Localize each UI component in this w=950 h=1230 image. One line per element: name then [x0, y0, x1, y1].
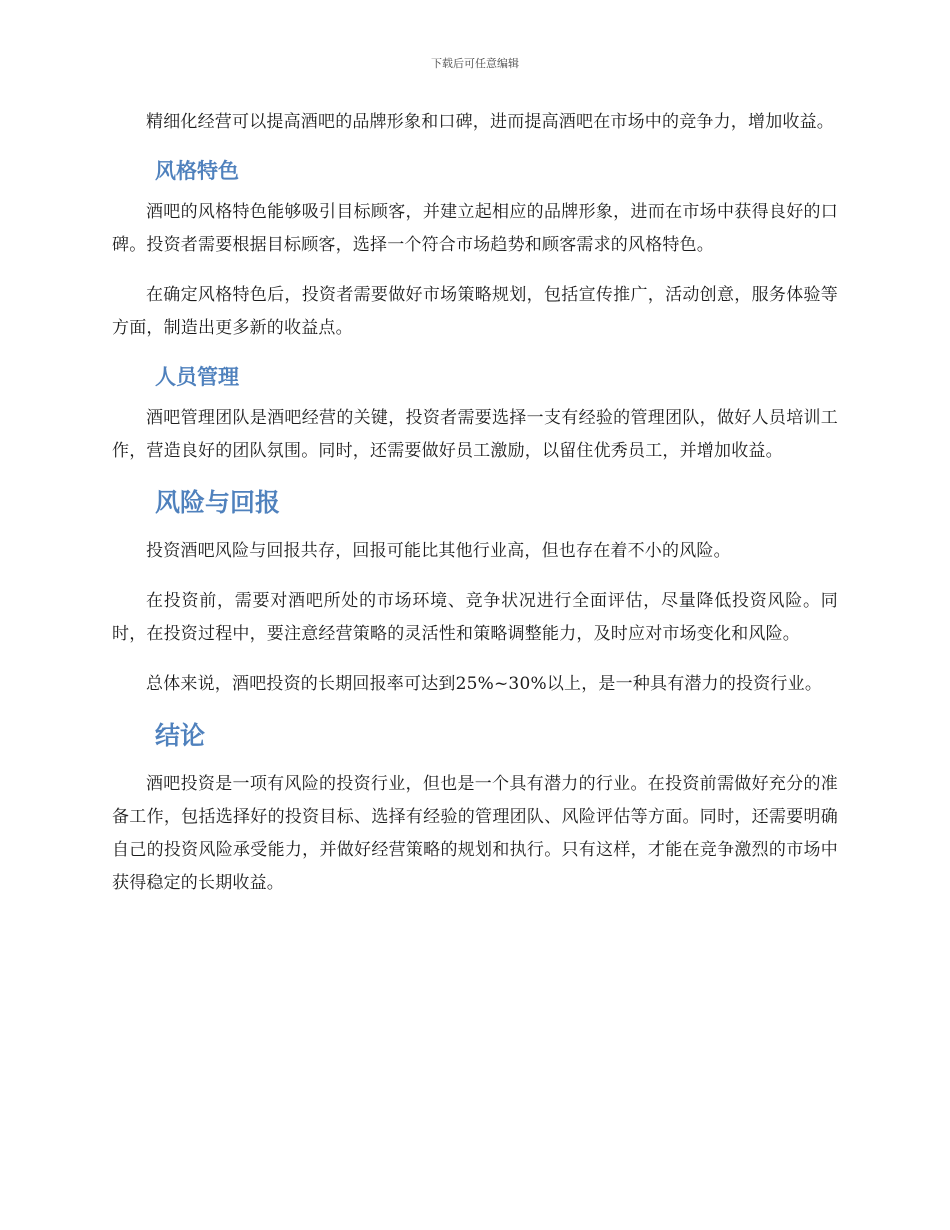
intro-paragraph: 精细化经营可以提高酒吧的品牌形象和口碑，进而提高酒吧在市场中的竞争力，增加收益。: [146, 112, 834, 132]
page-header: 下载后可任意编辑: [431, 57, 519, 70]
document-body: [112, 106, 838, 917]
staff-paragraph-1: 酒吧管理团队是酒吧经营的关键，投资者需要选择一支有经验的管理团队，做好人员培训工作，营造良好的团队氛围。同时，还需要做好员工激励，以留住优秀员工，并增加收益。: [112, 408, 838, 461]
risk-paragraph-1: 投资酒吧风险与回报共存，回报可能比其他行业高，但也存在着不小的风险。: [146, 541, 731, 561]
heading-conclusion: 结论: [155, 721, 206, 750]
risk-paragraph-3: 总体来说，酒吧投资的长期回报率可达到25%~30%以上，是一种具有潜力的投资行业。: [146, 674, 823, 694]
heading-staff: 人员管理: [155, 365, 239, 389]
style-paragraph-2: 在确定风格特色后，投资者需要做好市场策略规划，包括宣传推广，活动创意，服务体验等方面，制造出更多新的收益点。: [112, 285, 838, 338]
heading-risk: 风险与回报: [155, 488, 281, 517]
style-paragraph-1: 酒吧的风格特色能够吸引目标顾客，并建立起相应的品牌形象，进而在市场中获得良好的口碑。投资者需要根据目标顾客，选择一个符合市场趋势和顾客需求的风格特色。: [112, 202, 838, 255]
conclusion-paragraph-1: 酒吧投资是一项有风险的投资行业，但也是一个具有潜力的行业。在投资前需做好充分的准备工作，包括选择好的投资目标、选择有经验的管理团队、风险评估等方面。同时，还需要明确自己的投资风险承受能力，并做好经营策略的规划和执行。只有这样，才能在竞争激烈的市场中获得稳定的长期收益。: [112, 774, 838, 893]
heading-style: 风格特色: [155, 159, 239, 183]
risk-paragraph-2: 在投资前，需要对酒吧所处的市场环境、竞争状况进行全面评估，尽量降低投资风险。同时，在投资过程中，要注意经营策略的灵活性和策略调整能力，及时应对市场变化和风险。: [112, 591, 838, 644]
